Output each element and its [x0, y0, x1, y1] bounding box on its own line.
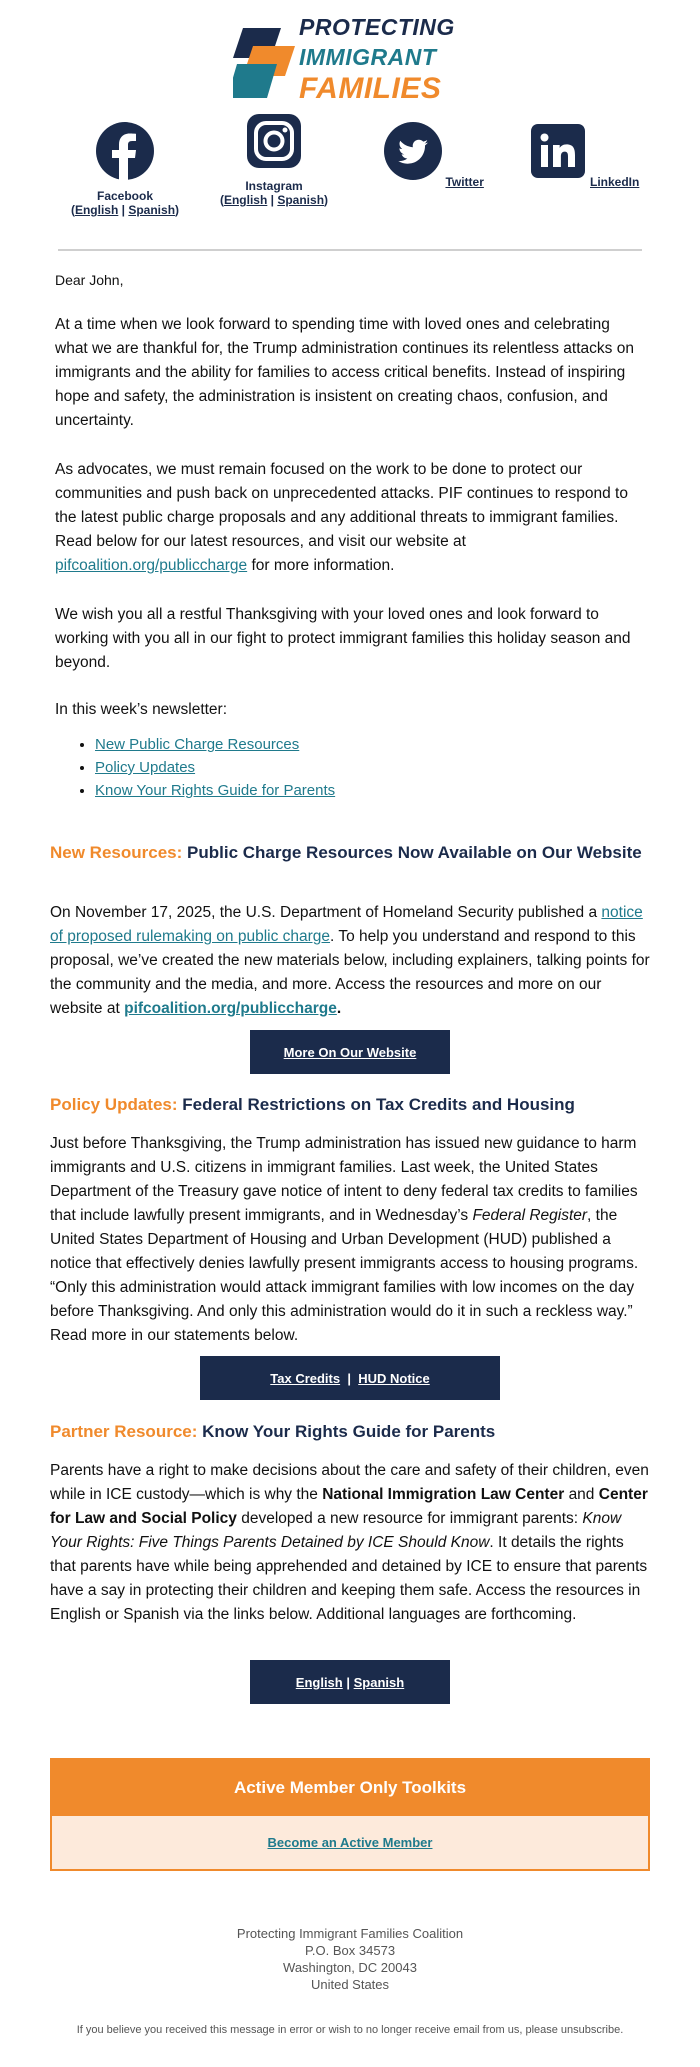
section1-body: On November 17, 2025, the U.S. Department of Homeland Security published a notice of proposed rulemaking on public charge. To help you understand and respond to this proposal, we’ve created the new materials below, including explainers, talking points for the community and the media, and more. Access the resources and more on our website at pifcoalition.org/publiccharge. [50, 904, 650, 1017]
statements-button: Tax Credits | HUD Notice [200, 1356, 500, 1400]
linkedin-icon[interactable] [529, 122, 587, 180]
website-button-label[interactable]: More On Our Website [283, 1044, 417, 1060]
facebook-icon[interactable] [96, 122, 154, 180]
footer-city: Washington, DC 20043 [283, 1960, 417, 1975]
become-member-link[interactable]: Become an Active Member [267, 1835, 433, 1850]
logo-text-line3: FAMILIES [299, 72, 442, 105]
hud-notice-link[interactable]: HUD Notice [358, 1370, 430, 1386]
tax-credits-link[interactable]: Tax Credits [270, 1370, 341, 1386]
logo-text-line2: IMMIGRANT [299, 44, 437, 70]
section1-heading: New Resources: Public Charge Resources Now Available on Our Website [50, 843, 642, 862]
intro-paragraph-1: At a time when we look forward to spending time with loved ones and celebrating what we are thankful for, the Trump administration continues its relentless attacks on immigrants and the ability for families to access critical benefits. Instead of inspiring hope and safety, the administration is insistent on creating chaos, confusion, and uncertainty. [55, 316, 634, 429]
greeting: Dear John, [55, 272, 124, 288]
footer-org: Protecting Immigrant Families Coalition [236, 1926, 464, 1941]
social-facebook: Facebook (English | Spanish) [50, 122, 200, 217]
unsubscribe-note[interactable]: If you believe you received this message in error or wish to no longer receive email from us, please unsubscribe. [76, 2024, 624, 2036]
logo[interactable] [233, 8, 469, 106]
section3-body: Parents have a right to make decisions about the care and safety of their children, even while in ICE custody—which is why the National Immigration Law Center and Center for Law and Social Policy developed a new resource for immigrant parents: Know Your Rights: Five Things Parents Detained by ICE Should Know. It details the rights that parents have while being apprehended and detained by ICE to ensure that parents have a say in protecting their children and keeping them safe. Access the resources in English or Spanish via the links below. Additional languages are forthcoming. [50, 1462, 649, 1623]
language-button: English | Spanish [250, 1660, 450, 1704]
divider [58, 249, 642, 251]
proposed-rule-link[interactable]: notice of proposed rulemaking on public charge [50, 904, 643, 945]
newsletter-link-resources[interactable]: New Public Charge Resources [95, 736, 300, 753]
section2-heading: Policy Updates: Federal Restrictions on Tax Credits and Housing [50, 1095, 575, 1114]
twitter-link[interactable]: Twitter [445, 175, 484, 189]
social-linkedin [509, 122, 659, 189]
website-button[interactable] [250, 1030, 450, 1074]
footer-box: P.O. Box 34573 [304, 1943, 396, 1958]
list-item [95, 733, 335, 756]
publiccharge-link[interactable]: pifcoalition.org/publiccharge [55, 557, 248, 574]
newsletter-link-policy[interactable]: Policy Updates [95, 759, 196, 776]
spanish-guide-link[interactable]: Spanish [353, 1674, 405, 1690]
linkedin-link[interactable]: LinkedIn [590, 175, 640, 189]
instagram-icon[interactable] [245, 112, 303, 170]
instagram-spanish-link[interactable]: Spanish [277, 193, 325, 207]
intro-paragraph-3: We wish you all a restful Thanksgiving with your loved ones and look forward to working with you all in our fight to protect immigrant families this holiday season and beyond. [55, 606, 631, 671]
social-instagram: Instagram (English | Spanish) [199, 112, 349, 207]
member-toolkits-title: Active Member Only Toolkits [52, 1760, 648, 1816]
newsletter-label: In this week’s newsletter: [55, 701, 228, 718]
instagram-english-link[interactable]: English [223, 193, 268, 207]
list-item [95, 779, 335, 802]
facebook-spanish-link[interactable]: Spanish [128, 203, 176, 217]
intro-paragraph-2: As advocates, we must remain focused on the work to be done to protect our communities and push back on unprecedented attacks. PIF continues to respond to the latest public charge proposals and any additional threats to immigrant families. Read below for our latest resources, and visit our website at pifcoalition.org/publiccharge for more information. [55, 461, 628, 574]
social-links [42, 122, 658, 232]
social-instagram-label: Instagram [245, 179, 303, 193]
logo-mark-icon [233, 24, 303, 102]
social-twitter [359, 122, 509, 189]
newsletter-link-guide[interactable]: Know Your Rights Guide for Parents [95, 782, 336, 799]
section3-heading: Partner Resource: Know Your Rights Guide for Parents [50, 1422, 496, 1441]
member-toolkits-box [50, 1758, 650, 1871]
section2-body: Just before Thanksgiving, the Trump administration has issued new guidance to harm immigrants and U.S. citizens in immigrant families. Last week, the United States Department of the Treasury gave notice of intent to deny federal tax credits to families that include lawfully present immigrants, and in Wednesday’s Federal Register, the United States Department of Housing and Urban Development (HUD) published a notice that effectively denies lawfully present immigrants access to housing programs. “Only this administration would attack immigrant families with low incomes on the day before Thanksgiving. And only this administration would do it in such a reckless way.” Read more in our statements below. [50, 1135, 639, 1344]
social-facebook-label: Facebook [96, 189, 153, 203]
list-item [95, 756, 335, 779]
logo-text-line1: PROTECTING [299, 14, 455, 40]
footer-country: United States [310, 1977, 390, 1992]
newsletter-list [55, 733, 335, 802]
english-guide-link[interactable]: English [295, 1674, 343, 1690]
publiccharge-link-2[interactable]: pifcoalition.org/publiccharge [124, 1000, 337, 1017]
facebook-english-link[interactable]: English [74, 203, 119, 217]
twitter-icon[interactable] [384, 122, 442, 180]
footer-address [0, 1925, 700, 1993]
